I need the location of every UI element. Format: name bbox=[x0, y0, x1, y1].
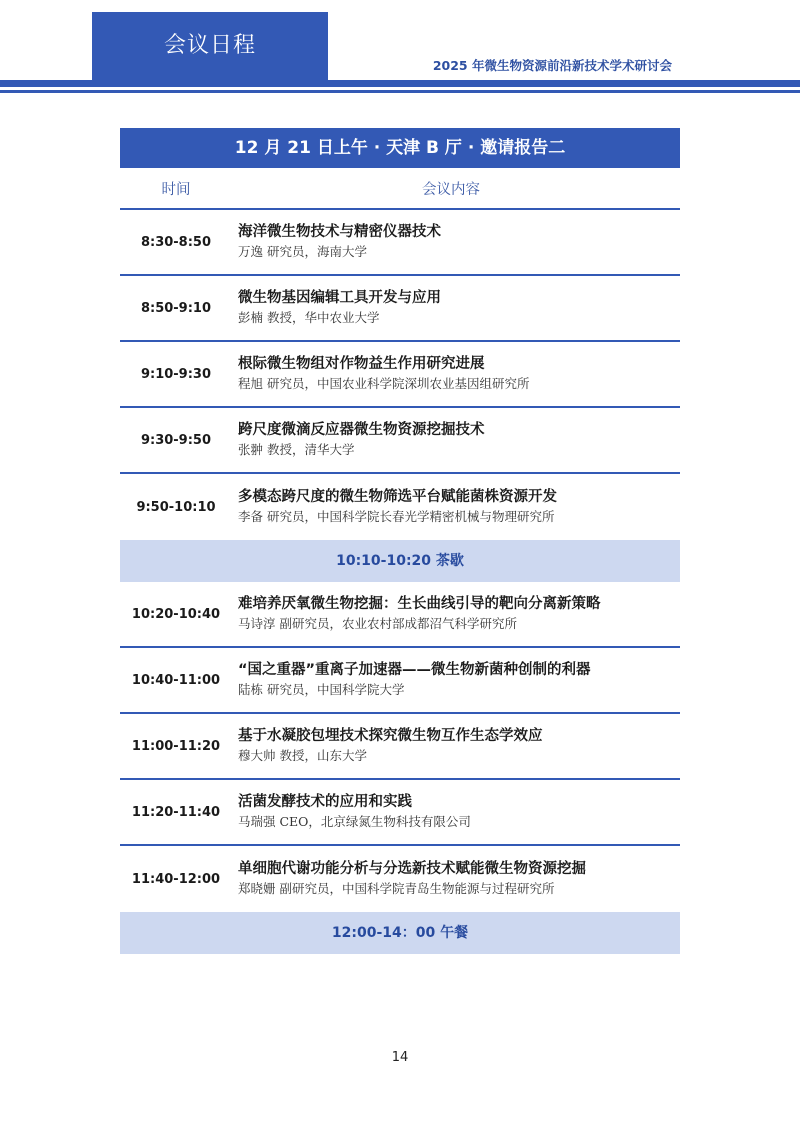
row-time: 8:50-9:10 bbox=[140, 300, 212, 316]
table-row bbox=[120, 474, 680, 540]
row-time: 9:10-9:30 bbox=[140, 366, 212, 382]
row-time: 10:40-11:00 bbox=[131, 672, 221, 688]
schedule-table bbox=[120, 128, 680, 954]
row-speaker: 程旭 研究员，中国农业科学院深圳农业基因组研究所 bbox=[238, 376, 530, 391]
row-time: 9:30-9:50 bbox=[140, 432, 212, 448]
table-row bbox=[120, 582, 680, 648]
page-number: 14 bbox=[391, 1050, 409, 1065]
row-speaker: 陆栋 研究员，中国科学院大学 bbox=[238, 682, 405, 697]
row-topic: 海洋微生物技术与精密仪器技术 bbox=[238, 224, 441, 240]
row-speaker: 郑晓姗 副研究员，中国科学院青岛生物能源与过程研究所 bbox=[238, 881, 555, 896]
row-topic: 根际微生物组对作物益生作用研究进展 bbox=[238, 356, 485, 372]
row-time: 8:30-8:50 bbox=[140, 234, 212, 250]
row-time: 9:50-10:10 bbox=[136, 499, 216, 515]
row-time: 10:20-10:40 bbox=[131, 606, 221, 622]
col-time-header: 时间 bbox=[161, 181, 191, 198]
session-title: 12 月 21 日上午 · 天津 B 厅 · 邀请报告二 bbox=[120, 128, 680, 168]
row-time: 11:00-11:20 bbox=[131, 738, 221, 754]
table-row bbox=[120, 408, 680, 474]
conference-title: 2025 年微生物资源前沿新技术学术研讨会 bbox=[432, 58, 672, 73]
header-rule-thin bbox=[0, 90, 800, 93]
row-speaker: 张翀 教授，清华大学 bbox=[238, 442, 355, 457]
row-speaker: 马诗淳 副研究员，农业农村部成都沼气科学研究所 bbox=[238, 616, 517, 631]
column-header bbox=[120, 168, 680, 210]
table-row bbox=[120, 648, 680, 714]
table-row bbox=[120, 276, 680, 342]
table-row bbox=[120, 846, 680, 912]
row-time: 11:40-12:00 bbox=[131, 871, 221, 887]
table-row bbox=[120, 780, 680, 846]
table-row bbox=[120, 714, 680, 780]
table-row bbox=[120, 210, 680, 276]
row-topic: 活菌发酵技术的应用和实践 bbox=[238, 794, 412, 810]
row-topic: 微生物基因编辑工具开发与应用 bbox=[238, 290, 441, 306]
header-rule-thick bbox=[0, 80, 800, 87]
tea-break-row: 10:10-10:20 茶歇 bbox=[120, 540, 680, 582]
row-topic: 跨尺度微滴反应器微生物资源挖掘技术 bbox=[238, 422, 485, 438]
row-speaker: 万逸 研究员，海南大学 bbox=[238, 244, 367, 259]
row-speaker: 穆大帅 教授，山东大学 bbox=[238, 748, 367, 763]
table-row bbox=[120, 342, 680, 408]
row-topic: 基于水凝胶包埋技术探究微生物互作生态学效应 bbox=[238, 728, 543, 744]
row-topic: 多模态跨尺度的微生物筛选平台赋能菌株资源开发 bbox=[238, 489, 557, 505]
lunch-break-row: 12:00-14：00 午餐 bbox=[120, 912, 680, 954]
row-time: 11:20-11:40 bbox=[131, 804, 221, 820]
col-content-header: 会议内容 bbox=[422, 181, 480, 198]
row-topic: “国之重器”重离子加速器——微生物新菌种创制的利器 bbox=[238, 662, 591, 678]
row-speaker: 马瑞强 CEO，北京绿氮生物科技有限公司 bbox=[238, 814, 471, 829]
row-topic: 难培养厌氧微生物挖掘：生长曲线引导的靶向分离新策略 bbox=[238, 596, 601, 612]
row-topic: 单细胞代谢功能分析与分选新技术赋能微生物资源挖掘 bbox=[238, 861, 586, 877]
row-speaker: 李备 研究员，中国科学院长春光学精密机械与物理研究所 bbox=[238, 509, 555, 524]
row-speaker: 彭楠 教授，华中农业大学 bbox=[238, 310, 380, 325]
section-tab: 会议日程 bbox=[92, 12, 328, 80]
